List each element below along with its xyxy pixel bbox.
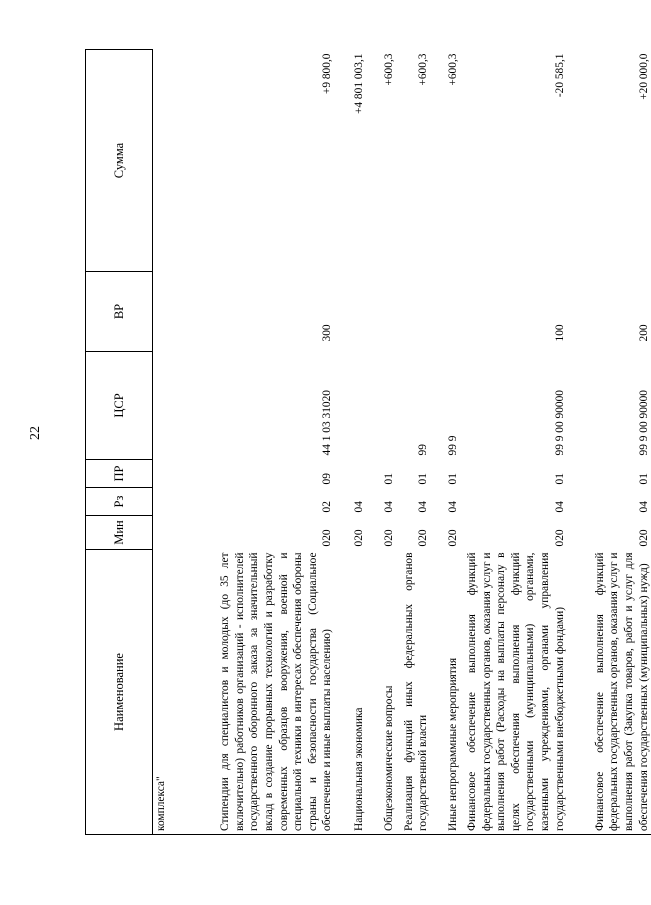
row-sum: +600,3 [447, 53, 460, 86]
table-row [367, 50, 397, 835]
row-min: 020 [321, 529, 334, 547]
row-name: Иные непрограммные мероприятия [431, 550, 461, 835]
row-csr: 99 9 [447, 435, 460, 456]
row-csr [153, 352, 170, 460]
header-rz: Рз [86, 488, 153, 516]
budget-table [85, 49, 651, 835]
row-vr [397, 272, 431, 352]
row-pr: 01 [447, 473, 460, 485]
row-pr [335, 460, 367, 488]
page-number: 22 [28, 426, 43, 440]
row-vr: 100 [553, 324, 566, 342]
row-name: Финансовое обеспечение выполнения функций федеральных государственных органов, оказания услуг и выполнения работ (Закупка товаров, работ и услуг для обеспечения государственных (муниципальных) нужд) [567, 550, 651, 835]
row-pr: 01 [637, 473, 650, 485]
row-min: 020 [417, 529, 430, 547]
row-csr [335, 352, 367, 460]
table-header-row [86, 50, 153, 835]
row-csr: 99 9 00 90000 [553, 390, 566, 456]
table-row [567, 50, 651, 835]
table-row [153, 50, 170, 835]
row-rz [153, 488, 170, 516]
table-row [431, 50, 461, 835]
row-csr [367, 352, 397, 460]
row-sum: +9 800,0 [321, 53, 334, 95]
row-rz: 04 [383, 501, 396, 513]
row-sum: +600,3 [417, 53, 430, 86]
row-name: Национальная экономика [335, 550, 367, 835]
row-vr [153, 272, 170, 352]
row-min: 020 [637, 529, 650, 547]
row-csr: 99 [417, 444, 430, 456]
table-row [335, 50, 367, 835]
header-sum: Сумма [86, 50, 153, 272]
table-row [461, 50, 567, 835]
row-vr: 300 [321, 324, 334, 342]
row-vr: 200 [637, 324, 650, 342]
header-vr: ВР [86, 272, 153, 352]
row-rz: 04 [353, 501, 366, 513]
row-csr: 99 9 00 90000 [637, 390, 650, 456]
row-pr: 01 [553, 473, 566, 485]
row-vr [431, 272, 461, 352]
row-vr [367, 272, 397, 352]
row-sum: +4 801 003,1 [353, 53, 366, 115]
row-min [153, 516, 170, 550]
row-name: Стипендии для специалистов и молодых (до 35 лет включительно) работников организаций - исполнителей государственного оборонного заказа за значительный вклад в создание прорывных технологий и разработку современных образцов вооружения, военной и специальной техники в интересах обеспечения обороны страны и безопасности государства (Социальное обеспечение и иные выплаты населению) [169, 550, 335, 835]
row-min: 020 [383, 529, 396, 547]
row-rz: 04 [417, 501, 430, 513]
row-min: 020 [553, 529, 566, 547]
row-pr: 01 [383, 473, 396, 485]
header-min: Мин [86, 516, 153, 550]
row-min: 020 [353, 529, 366, 547]
rotated-page [85, 50, 650, 835]
row-name: Реализация функций иных федеральных органов государственной власти [397, 550, 431, 835]
header-csr: ЦСР [86, 352, 153, 460]
row-min: 020 [447, 529, 460, 547]
row-sum: +600,3 [383, 53, 396, 86]
row-sum: +20 000,0 [637, 53, 650, 100]
row-name: Финансовое обеспечение выполнения функций федеральных государственных органов, оказания услуг и выполнения работ (Расходы на выплаты персоналу в целях обеспечения выполнения функций государственными (муниципальными) органами, казенными учреждениями, органами управления государственными внебюджетными фондами) [461, 550, 567, 835]
row-pr: 01 [417, 473, 430, 485]
row-csr: 44 1 03 31020 [321, 390, 334, 456]
row-rz: 04 [553, 501, 566, 513]
table-row [397, 50, 431, 835]
header-pr: ПР [86, 460, 153, 488]
row-rz: 04 [637, 501, 650, 513]
row-rz: 02 [321, 501, 334, 513]
row-vr [335, 272, 367, 352]
row-sum [153, 50, 170, 272]
table-row [169, 50, 335, 835]
header-name: Наименование [86, 550, 153, 835]
row-pr [153, 460, 170, 488]
row-pr: 09 [321, 473, 334, 485]
row-name: комплекса" [153, 550, 170, 835]
row-rz: 04 [447, 501, 460, 513]
row-sum: -20 585,1 [553, 53, 566, 98]
row-name: Общеэкономические вопросы [367, 550, 397, 835]
